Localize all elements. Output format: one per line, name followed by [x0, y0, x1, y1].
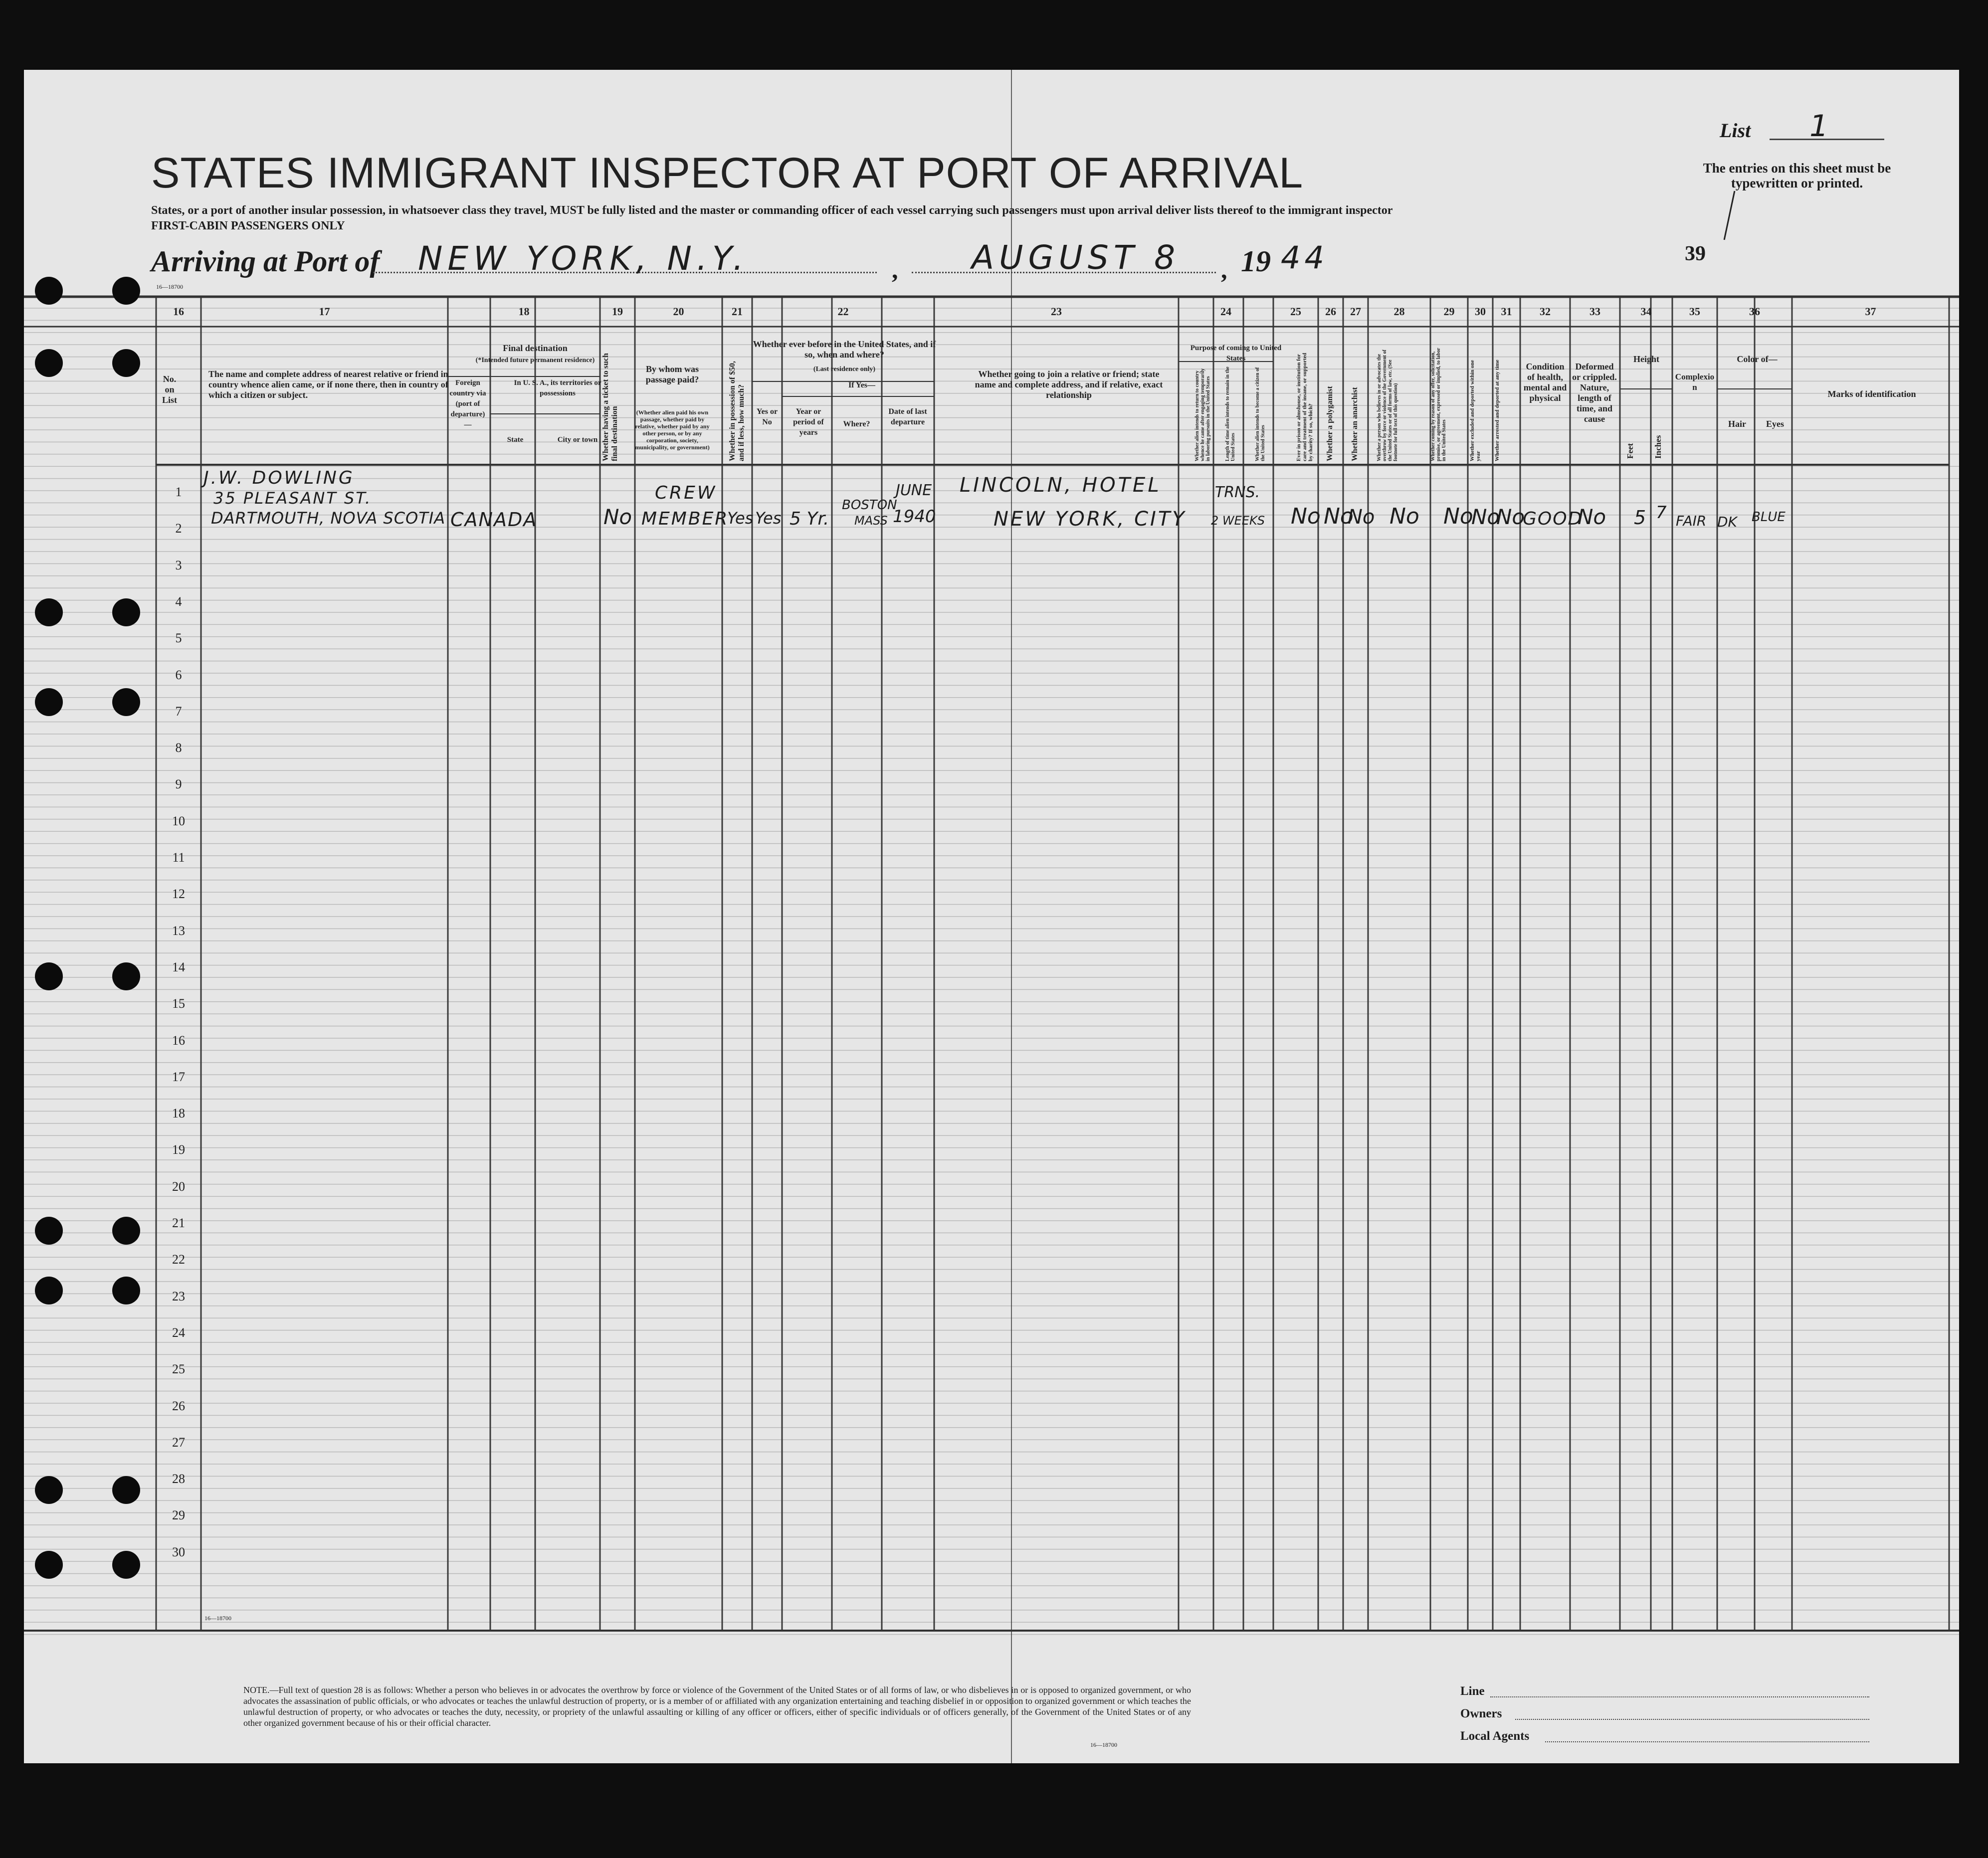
owners-underline [1515, 1719, 1869, 1720]
row-number: 19 [172, 1142, 185, 1157]
row-number: 14 [172, 959, 185, 974]
punch-hole [35, 598, 63, 626]
header-inches: Inches [1653, 435, 1663, 459]
column-number: 16 [173, 305, 184, 318]
punch-hole [35, 1476, 63, 1504]
column-number: 18 [518, 305, 530, 318]
column-number: 24 [1220, 305, 1231, 318]
row-number: 22 [172, 1252, 185, 1267]
header-height: Height [1633, 354, 1659, 364]
row-number: 27 [172, 1435, 185, 1450]
entry-period: 5 Yr. [790, 509, 829, 529]
row-number: 28 [172, 1472, 185, 1486]
entry-before-yesno: Yes [755, 509, 782, 528]
column-number: 35 [1689, 305, 1700, 318]
entry-ticket: No [603, 505, 632, 529]
row-number: 21 [172, 1216, 185, 1230]
header-state: State [507, 436, 524, 444]
entry-join-city: NEW YORK, CITY [994, 508, 1187, 531]
year-handwritten: 44 [1281, 239, 1328, 276]
column-number: 22 [837, 305, 849, 318]
row-number: 2 [175, 521, 182, 536]
page-number: 39 [1685, 242, 1706, 265]
header-feet: Feet [1625, 443, 1635, 459]
row-number: 23 [172, 1289, 185, 1303]
header-passage-paid-sub: (Whether alien paid his own passage, whether paid by relative, whether paid by any other person, or by any corporation, society, municipality, or government) [635, 409, 710, 451]
header-color-of: Color of— [1737, 354, 1778, 364]
entry-join-hotel: LINCOLN, HOTEL [960, 474, 1162, 497]
cabin-class-line: FIRST-CABIN PASSENGERS ONLY [151, 219, 345, 232]
row-number: 15 [172, 996, 185, 1011]
row-number: 10 [172, 813, 185, 828]
date-handwritten: AUGUST 8 [972, 238, 1181, 277]
header-foreign-country: Foreign country via (port of departure)— [449, 379, 486, 429]
question-28-note: NOTE.—Full text of question 28 is as follows: Whether a person who believes in or advocates the overthrow by force or violence of the Government of the United States or of all forms of law, or who disbelieves in or is opposed to organized government, or who advocates the assassination of public officials, or who advocates or teaches the unlawful destruction of property, or is a member of or affiliated with any organization entertaining and teaching disbelief in or opposition to organized government or which teaches the unlawful destruction of property, or who advocates or teaches the duty, necessity, or propriety of the unlawful assaulting or killing of any officer or officers, either of specific individuals or of officers generally, of the Government of the United States or of any other organized government because of his or their official character. [243, 1685, 1191, 1728]
punch-hole [112, 277, 140, 305]
entry-passage-crew: CREW [655, 483, 717, 503]
header-complexion: Complexion [1675, 372, 1715, 392]
column-number: 28 [1393, 305, 1405, 318]
entry-passage-member: MEMBER [641, 509, 729, 529]
row-number: 13 [172, 923, 185, 938]
column-number: 32 [1540, 305, 1551, 318]
typewritten-note: The entries on this sheet must be typewritten or printed. [1703, 161, 1891, 190]
header-polygamist: Whether a polygamist [1326, 386, 1334, 461]
row-number: 12 [172, 887, 185, 902]
header-nearest-relative: The name and complete address of nearest relative or friend in country whence alien came, or if none there, then in country of which a citizen or subject. [208, 369, 448, 400]
entry-eyes: BLUE [1752, 510, 1786, 525]
header-fifty-dollars: Whether in possession of $50, and if less, how much? [728, 361, 746, 461]
punch-hole [112, 1476, 140, 1504]
column-number: 37 [1865, 305, 1876, 318]
row-number: 4 [175, 594, 182, 609]
column-number: 21 [732, 305, 743, 318]
header-ticket: Whether having a ticket to such final destination [601, 353, 619, 461]
list-label: List [1720, 119, 1751, 142]
header-ever-before: Whether ever before in the United States, and if so, when and where? [753, 339, 936, 360]
column-number: 23 [1051, 305, 1062, 318]
punch-hole [112, 1217, 140, 1245]
header-last-residence: (Last residence only) [813, 366, 876, 373]
column-number: 20 [673, 305, 684, 318]
entry-hair: DK [1717, 514, 1737, 530]
entry-polygamist: No [1324, 504, 1354, 529]
row-number: 29 [172, 1508, 185, 1523]
column-number: 31 [1501, 305, 1512, 318]
entry-foreign-country: CANADA [450, 509, 538, 531]
column-number: 36 [1749, 305, 1760, 318]
row-number: 7 [175, 704, 182, 719]
column-number: 27 [1350, 305, 1361, 318]
owners-label: Owners [1460, 1707, 1502, 1720]
punch-hole [112, 349, 140, 377]
punch-hole [35, 277, 63, 305]
row-number: 9 [175, 777, 182, 792]
header-if-yes: If Yes— [848, 381, 876, 389]
entry-overthrow: No [1390, 504, 1419, 529]
row-number: 6 [175, 667, 182, 682]
header-date-departure: Date of last departure [888, 407, 927, 426]
punch-hole [35, 349, 63, 377]
column-number: 17 [319, 305, 330, 318]
entry-labor-offer: No [1443, 504, 1473, 529]
form-code-grid: 16—18700 [204, 1615, 231, 1622]
header-city: City or town [557, 436, 598, 444]
punch-hole [112, 598, 140, 626]
local-agents-label: Local Agents [1460, 1729, 1530, 1743]
header-purpose: Purpose of coming to United States [1190, 344, 1282, 363]
header-hair: Hair [1728, 419, 1746, 429]
column-number: 25 [1290, 305, 1301, 318]
row-number: 18 [172, 1106, 185, 1121]
entry-where-city: BOSTON [842, 498, 897, 513]
entry-height-inches: 7 [1656, 503, 1667, 523]
header-identification-marks: Marks of identification [1827, 389, 1916, 399]
row-number: 26 [172, 1398, 185, 1413]
year-prefix: 19 [1241, 245, 1271, 278]
punch-hole [112, 1277, 140, 1304]
entry-relative-city: DARTMOUTH, NOVA SCOTIA [211, 509, 446, 528]
column-number: 30 [1475, 305, 1486, 318]
punch-hole [35, 962, 63, 990]
entry-prison: No [1291, 504, 1321, 529]
list-value: 1 [1809, 109, 1829, 144]
header-final-destination-sub: (*Intended future permanent residence) [475, 357, 595, 364]
instruction-line: States, or a port of another insular possession, in whatsoever class they travel, MUST be fully listed and the master or commanding officer of each vessel carrying such passengers must upon arrival deliver lists thereof to the immigrant inspector [151, 204, 1393, 217]
header-where: Where? [843, 420, 870, 428]
ruled-grid [24, 70, 1959, 1763]
header-join-relative: Whether going to join a relative or friend; state name and complete address, and if relative, exact relationship [975, 369, 1163, 400]
entry-health: GOOD [1523, 509, 1583, 529]
entry-where-state: MASS [854, 514, 888, 528]
header-arrested: Whether arrested and deported at any time [1494, 360, 1500, 461]
entry-excluded: No [1471, 505, 1500, 529]
row-number: 25 [172, 1362, 185, 1377]
header-in-usa: In U. S. A., its territories or possessions [514, 379, 601, 397]
row-number: 20 [172, 1179, 185, 1194]
entry-purpose-transit: TRNS. [1215, 484, 1260, 501]
entry-height-feet: 5 [1634, 507, 1646, 529]
agents-underline [1545, 1741, 1869, 1742]
header-final-destination: Final destination [503, 343, 568, 353]
punch-hole [112, 962, 140, 990]
punch-hole [35, 688, 63, 716]
column-number: 29 [1443, 305, 1455, 318]
punch-hole [35, 1217, 63, 1245]
header-health: Condition of health, mental and physical [1523, 362, 1567, 403]
row-number: 8 [175, 741, 182, 755]
header-overthrow: Whether a person who believes in or advocates the overthrow by force or violence of the Government of the United States or of all forms of law, etc. (See footnote for full text of this question) [1377, 350, 1398, 461]
form-code-bottom: 16—18700 [1090, 1741, 1117, 1748]
row-number: 17 [172, 1069, 185, 1084]
comma-2: , [1221, 256, 1227, 284]
row-number: 5 [175, 631, 182, 646]
manifest-sheet [24, 70, 1959, 1763]
header-purpose-citizen: Whether alien intends to become a citizen of the United States [1255, 367, 1266, 461]
row-number: 30 [172, 1544, 185, 1559]
line-label: Line [1460, 1684, 1485, 1698]
column-number: 19 [612, 305, 623, 318]
line-underline [1490, 1696, 1869, 1697]
entry-complexion: FAIR [1676, 513, 1707, 529]
row-number: 24 [172, 1325, 185, 1340]
header-no-on-list: No. on List [162, 374, 177, 405]
punch-hole [35, 1277, 63, 1304]
punch-hole [112, 1551, 140, 1579]
header-deformed: Deformed or crippled. Nature, length of time, and cause [1572, 362, 1617, 424]
column-number: 34 [1640, 305, 1652, 318]
entry-purpose-length: 2 WEEKS [1211, 514, 1265, 528]
header-yes-no: Yes or No [756, 407, 778, 426]
entry-date-month: JUNE [896, 482, 932, 499]
header-period: Year or period of years [793, 407, 824, 437]
comma-1: , [892, 256, 898, 284]
entry-arrested: No [1496, 505, 1525, 529]
entry-date-year: 1940 [893, 507, 936, 527]
row-number: 1 [175, 485, 182, 499]
row-number: 3 [175, 557, 182, 572]
page-title: STATES IMMIGRANT INSPECTOR AT PORT OF ARRIVAL [151, 149, 1304, 197]
punch-hole [35, 1551, 63, 1579]
row-number: 16 [172, 1033, 185, 1048]
header-eyes: Eyes [1766, 419, 1784, 429]
port-handwritten: NEW YORK, N.Y. [418, 239, 749, 278]
form-code-top: 16—18700 [156, 283, 183, 290]
arriving-label: Arriving at Port of [151, 245, 380, 278]
entry-fifty-dollars: Yes [727, 509, 754, 528]
column-number: 26 [1325, 305, 1336, 318]
header-purpose-length: Length of time alien intends to remain in the United States [1225, 367, 1236, 461]
header-labor-offer: Whether coming by reason of any offer, solicitation, promise, or agreement, expressed or implied, to labor in the United States [1430, 348, 1447, 461]
punch-hole [112, 688, 140, 716]
header-prison: Ever in prison or almshouse, or institution for care and treatment of the insane, or supported by charity? If so, which? [1296, 353, 1314, 461]
entry-anarchist: No [1348, 506, 1375, 529]
column-number: 33 [1590, 305, 1600, 318]
entry-relative-name: J.W. DOWLING [203, 468, 355, 488]
entry-deformed: No [1578, 505, 1606, 529]
header-excluded: Whether excluded and deported within one year [1469, 360, 1481, 461]
entry-relative-street: 35 PLEASANT ST. [213, 489, 372, 508]
header-anarchist: Whether an anarchist [1351, 387, 1359, 461]
row-number: 11 [172, 850, 185, 865]
header-purpose-return: Whether alien intends to return to country whence he came after engaging temporarily in laboring pursuits in the United States [1194, 368, 1211, 461]
header-passage-paid: By whom was passage paid? [645, 364, 699, 384]
